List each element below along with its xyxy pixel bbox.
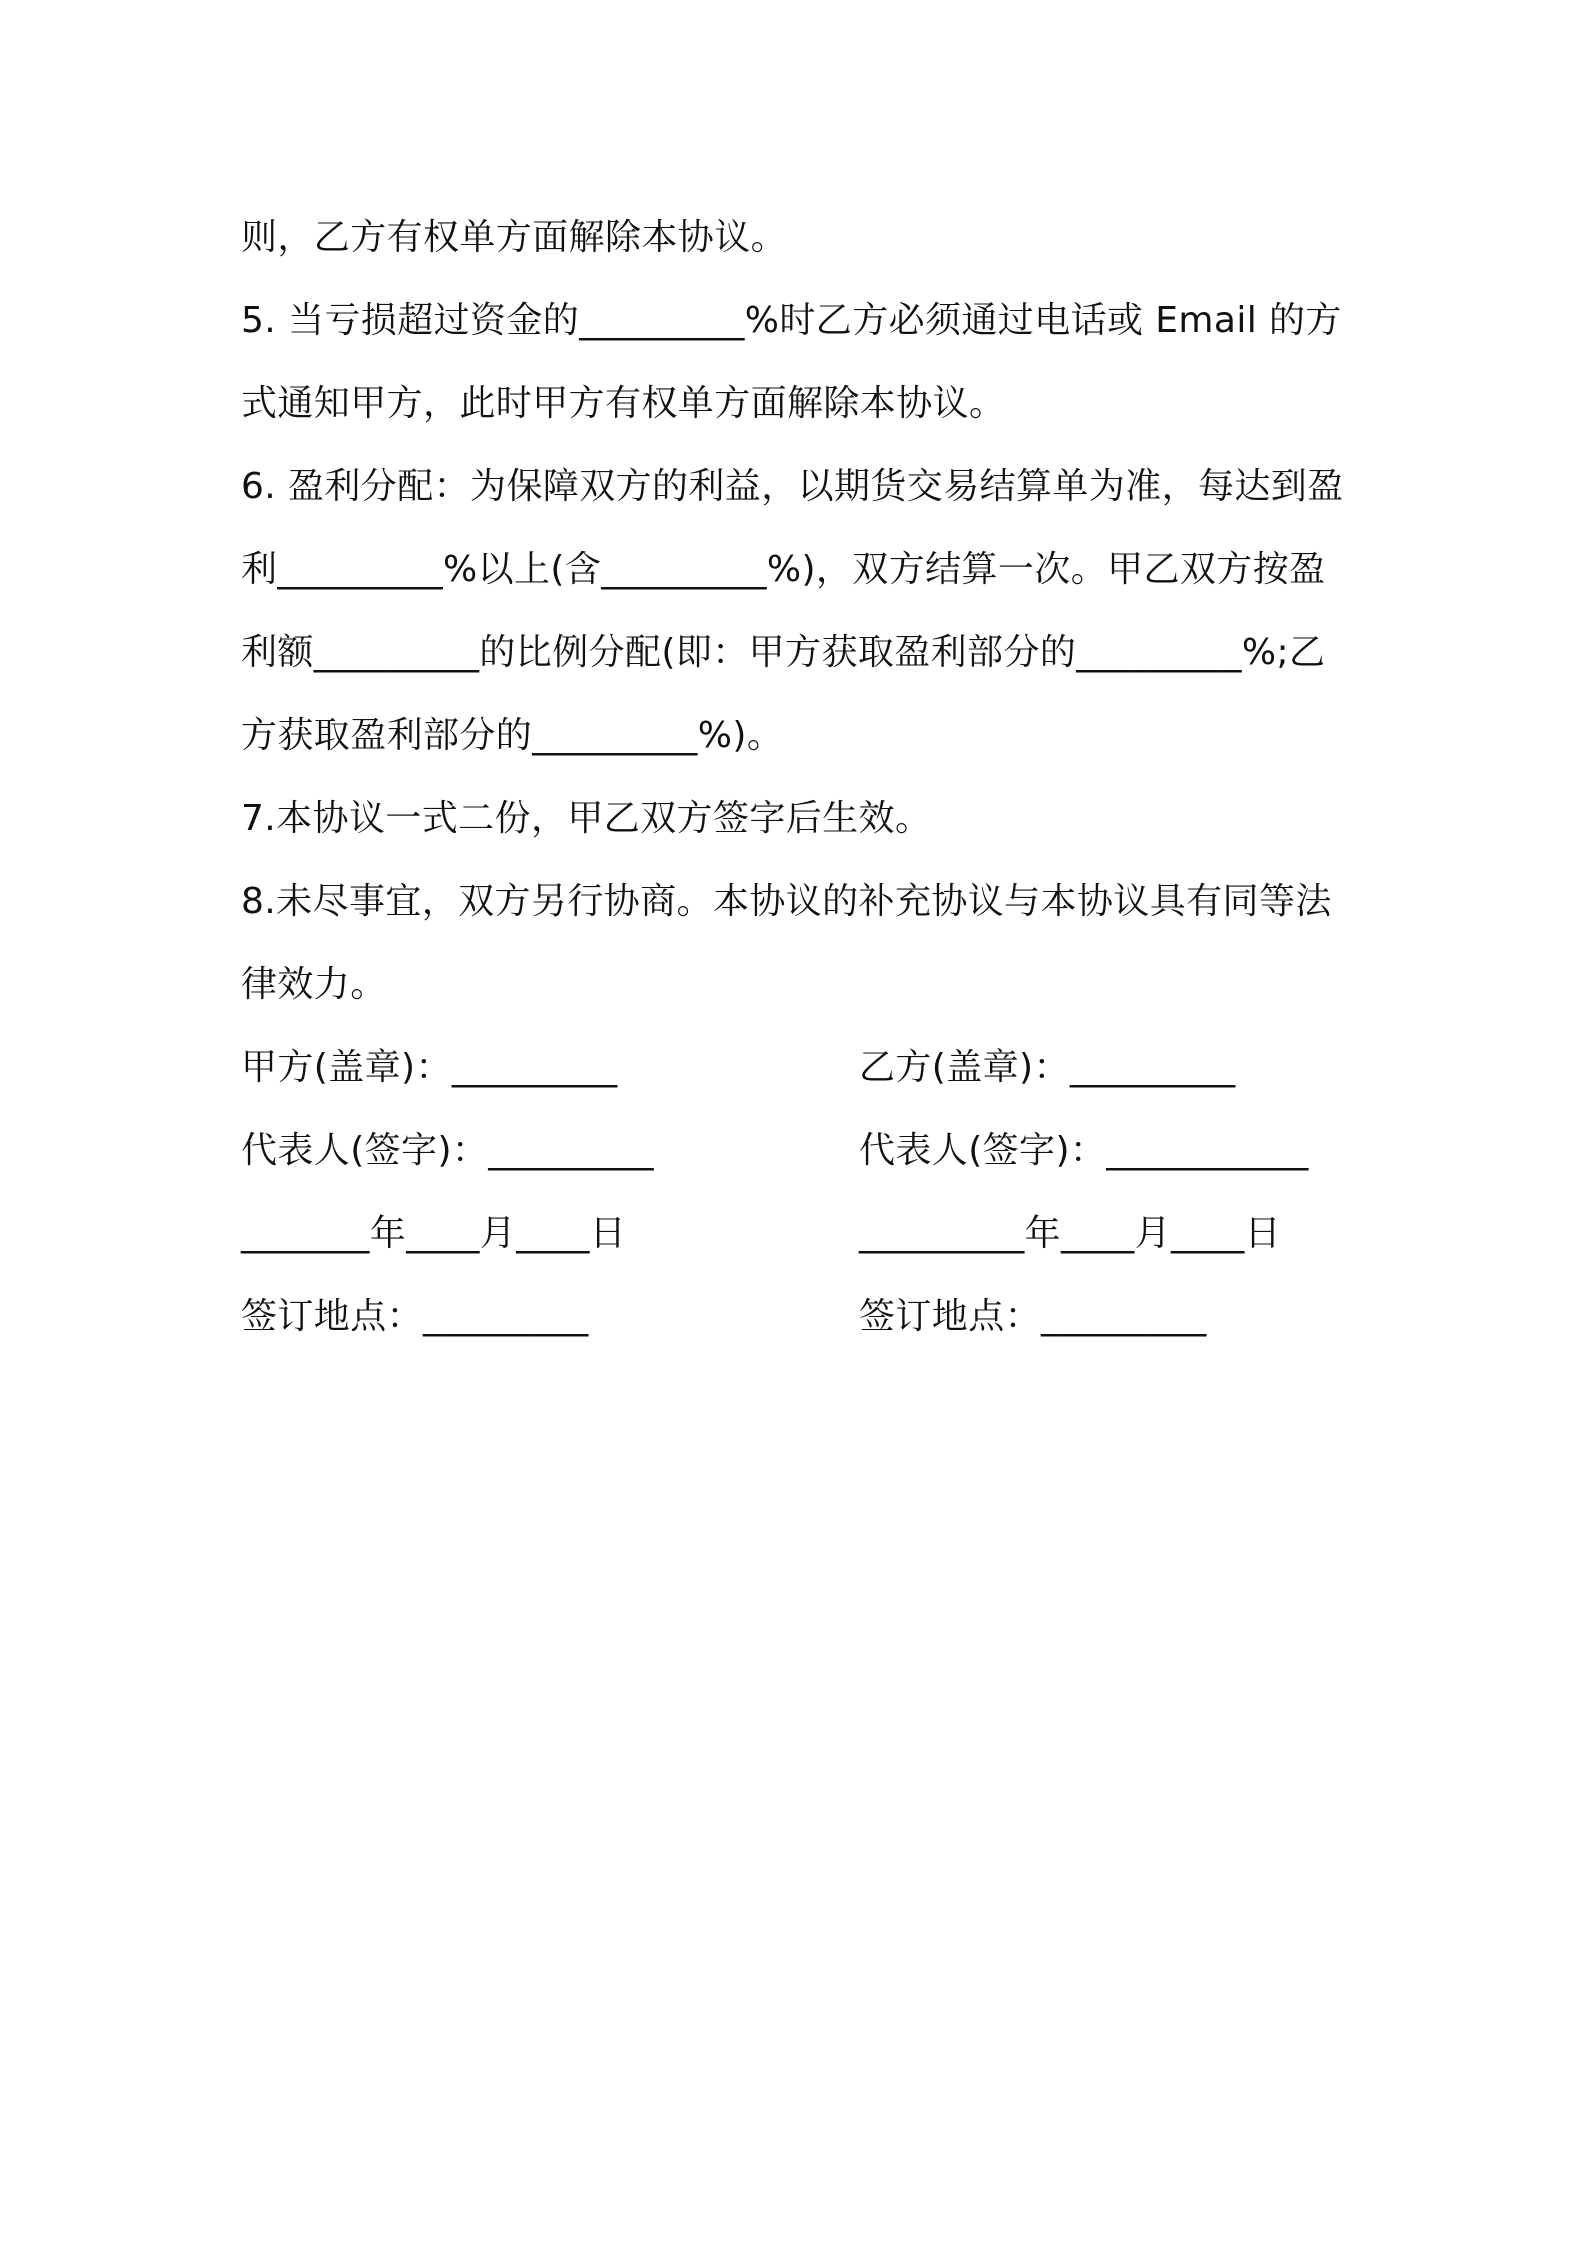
signature-block xyxy=(241,1026,1361,1358)
party-b-signing-place: 签订地点：_________ xyxy=(859,1296,1207,1337)
clause-7-copies: 7.本协议一式二份，甲乙双方签字后生效。 xyxy=(241,798,932,839)
party-b-representative: 代表人(签字)：___________ xyxy=(859,1130,1309,1171)
signature-row-representative xyxy=(241,1109,1361,1192)
signature-row-place xyxy=(241,1275,1361,1358)
clause-continuation: 则，乙方有权单方面解除本协议。 xyxy=(241,217,788,258)
party-a-representative: 代表人(签字)：_________ xyxy=(241,1130,654,1171)
signature-row-date xyxy=(241,1192,1361,1275)
document-body xyxy=(241,196,1361,1358)
party-b-seal: 乙方(盖章)：_________ xyxy=(859,1047,1236,1088)
party-a-signing-place: 签订地点：_________ xyxy=(241,1296,589,1337)
party-a-date: _______年____月____日 xyxy=(241,1213,627,1254)
party-b-date: _________年____月____日 xyxy=(859,1213,1281,1254)
party-a-seal: 甲方(盖章)：_________ xyxy=(241,1047,618,1088)
clause-8-supplementary: 8.未尽事宜，双方另行协商。本协议的补充协议与本协议具有同等法律效力。 xyxy=(241,881,1332,1005)
clause-6-profit-distribution: 6. 盈利分配：为保障双方的利益，以期货交易结算单为准，每达到盈利_________%以上(含_________%)，双方结算一次。甲乙双方按盈利额_________的比例分配(即：甲方获取盈利部分的_________%;乙方获取盈利部分的_________%)。 xyxy=(241,466,1344,756)
signature-row-seal xyxy=(241,1026,1361,1109)
clause-5-loss-notice: 5. 当亏损超过资金的_________%时乙方必须通过电话或 Email 的方式通知甲方，此时甲方有权单方面解除本协议。 xyxy=(241,300,1342,424)
